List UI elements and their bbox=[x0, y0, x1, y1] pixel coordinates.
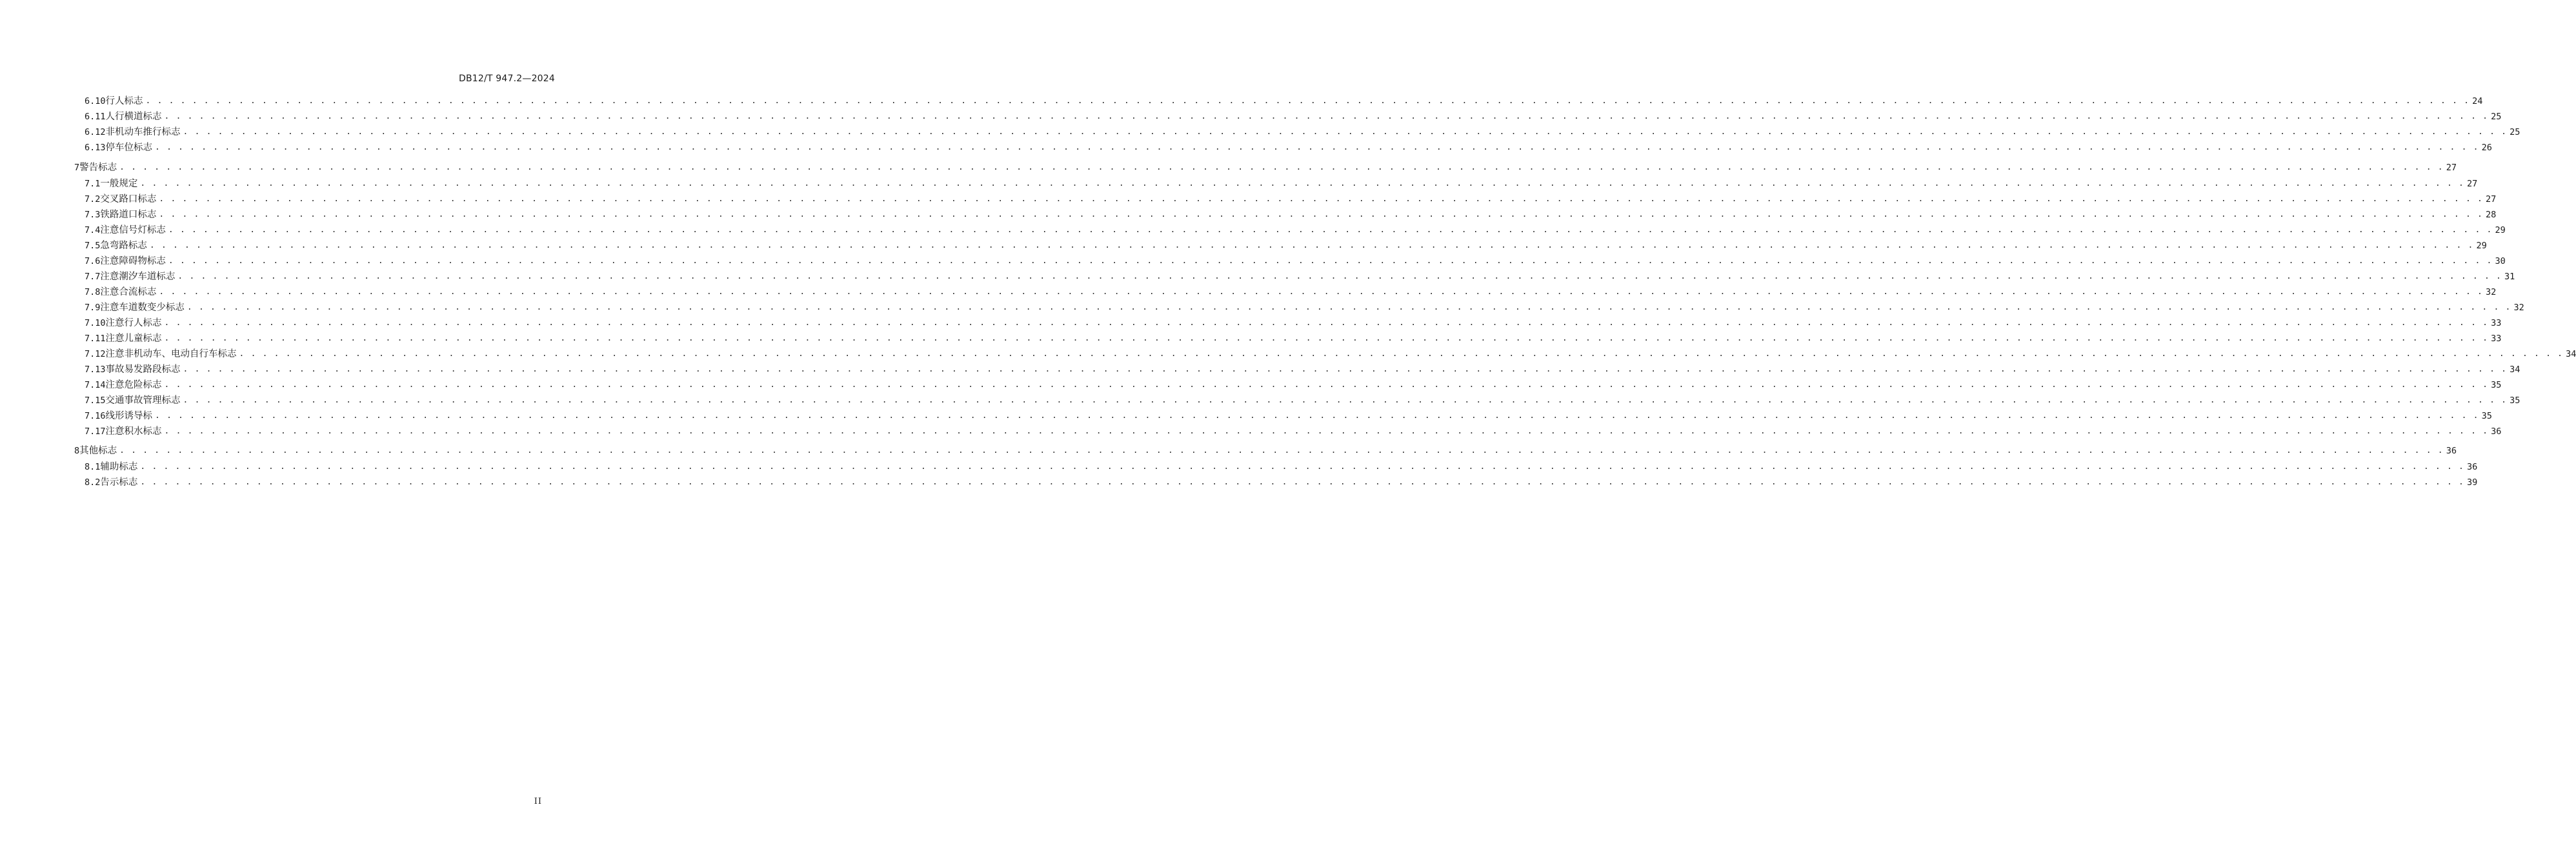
toc-dot-leader: . . . . . . . . . . . . . . . . . . . . . . . . . . . . . . . . . . . . . . . . . . . . . . . . . . . . . . . . . . . . . . . . . . . . . . . . . . . . . . . . . . . . . . . . . . . . . . . . . . . . . . . . . . . . . . . . . . . . . . . . . . . . . . . . . . . . . . . . . . . . . . . . . . . . . . . . . . . . . . . . . . . . . . . . . . . . . . . . . . . . . . . . . . . . . . . . . . . . . . . . bbox=[140, 179, 2465, 188]
toc-entry-number: 7.2 bbox=[85, 194, 101, 204]
toc-entry-page: 33 bbox=[2491, 318, 2502, 328]
toc-entry[interactable] bbox=[74, 444, 2457, 457]
toc-entry[interactable] bbox=[85, 461, 2478, 473]
toc-entry[interactable] bbox=[74, 161, 2457, 174]
toc-entry[interactable] bbox=[85, 301, 2524, 314]
toc-entry-number: 7.1 bbox=[85, 179, 101, 189]
toc-entry-page: 34 bbox=[2566, 349, 2576, 359]
toc-entry-page: 35 bbox=[2481, 411, 2492, 421]
toc-entry-number: 7.3 bbox=[85, 210, 101, 220]
toc-entry-title: 注意儿童标志 bbox=[105, 334, 162, 344]
toc-entry[interactable] bbox=[85, 270, 2515, 283]
toc-dot-leader: . . . . . . . . . . . . . . . . . . . . . . . . . . . . . . . . . . . . . . . . . . . . . . . . . . . . . . . . . . . . . . . . . . . . . . . . . . . . . . . . . . . . . . . . . . . . . . . . . . . . . . . . . . . . . . . . . . . . . . . . . . . . . . . . . . . . . . . . . . . . . . . . . . . . . . . . . . . . . . . . . . . . . . . . . . . . . . . . . . . . . . . . . . . . . . . . . . . . . . . . bbox=[164, 334, 2489, 343]
toc-entry-number: 7.7 bbox=[85, 272, 101, 282]
toc-entry-title: 事故易发路段标志 bbox=[105, 364, 181, 375]
toc-entry-title: 注意积水标志 bbox=[105, 426, 162, 437]
toc-entry-number: 8.2 bbox=[85, 477, 101, 488]
toc-entry-number: 7.11 bbox=[85, 334, 106, 344]
toc-entry[interactable] bbox=[85, 379, 2502, 392]
toc-entry[interactable] bbox=[85, 348, 2576, 361]
toc-dot-leader: . . . . . . . . . . . . . . . . . . . . . . . . . . . . . . . . . . . . . . . . . . . . . . . . . . . . . . . . . . . . . . . . . . . . . . . . . . . . . . . . . . . . . . . . . . . . . . . . . . . . . . . . . . . . . . . . . . . . . . . . . . . . . . . . . . . . . . . . . . . . . . . . . . . . . . . . . . . . . . . . . . . . . . . . . . . . . . . . . . . . . . . . . . . . . . . . . . . . . . . . bbox=[183, 127, 2508, 137]
toc-entry-page: 30 bbox=[2495, 256, 2506, 266]
toc-entry-number: 6.13 bbox=[85, 143, 106, 153]
toc-entry-page: 27 bbox=[2446, 163, 2457, 173]
toc-entry-number: 7.12 bbox=[85, 349, 106, 359]
toc-entry[interactable] bbox=[85, 239, 2487, 252]
toc-entry-page: 31 bbox=[2504, 272, 2515, 282]
toc-dot-leader: . . . . . . . . . . . . . . . . . . . . . . . . . . . . . . . . . . . . . . . . . . . . . . . . . . . . . . . . . . . . . . . . . . . . . . . . . . . . . . . . . . . . . . . . . . . . . . . . . . . . . . . . . . . . . . . . . . . . . . . . . . . . . . . . . . . . . . . . . . . . . . . . . . . . . . . . . . . . . . . . . . . . . . . . . . . . . . . . . . . . . . . . . . . . . . . . . . . . . . . . bbox=[239, 349, 2564, 359]
toc-dot-leader: . . . . . . . . . . . . . . . . . . . . . . . . . . . . . . . . . . . . . . . . . . . . . . . . . . . . . . . . . . . . . . . . . . . . . . . . . . . . . . . . . . . . . . . . . . . . . . . . . . . . . . . . . . . . . . . . . . . . . . . . . . . . . . . . . . . . . . . . . . . . . . . . . . . . . . . . . . . . . . . . . . . . . . . . . . . . . . . . . . . . . . . . . . . . . . . . . . . . . . . . bbox=[168, 256, 2493, 266]
toc-dot-leader: . . . . . . . . . . . . . . . . . . . . . . . . . . . . . . . . . . . . . . . . . . . . . . . . . . . . . . . . . . . . . . . . . . . . . . . . . . . . . . . . . . . . . . . . . . . . . . . . . . . . . . . . . . . . . . . . . . . . . . . . . . . . . . . . . . . . . . . . . . . . . . . . . . . . . . . . . . . . . . . . . . . . . . . . . . . . . . . . . . . . . . . . . . . . . . . . . . . . . . . . bbox=[164, 380, 2489, 390]
toc-dot-leader: . . . . . . . . . . . . . . . . . . . . . . . . . . . . . . . . . . . . . . . . . . . . . . . . . . . . . . . . . . . . . . . . . . . . . . . . . . . . . . . . . . . . . . . . . . . . . . . . . . . . . . . . . . . . . . . . . . . . . . . . . . . . . . . . . . . . . . . . . . . . . . . . . . . . . . . . . . . . . . . . . . . . . . . . . . . . . . . . . . . . . . . . . . . . . . . . . . . . . . . . bbox=[140, 462, 2465, 472]
toc-entry-number: 7.6 bbox=[85, 256, 101, 266]
toc-dot-leader: . . . . . . . . . . . . . . . . . . . . . . . . . . . . . . . . . . . . . . . . . . . . . . . . . . . . . . . . . . . . . . . . . . . . . . . . . . . . . . . . . . . . . . . . . . . . . . . . . . . . . . . . . . . . . . . . . . . . . . . . . . . . . . . . . . . . . . . . . . . . . . . . . . . . . . . . . . . . . . . . . . . . . . . . . . . . . . . . . . . . . . . . . . . . . . . . . . . . . . . . bbox=[149, 241, 2474, 250]
toc-entry-title: 注意非机动车、电动自行车标志 bbox=[105, 349, 237, 359]
toc-entry-number: 7.14 bbox=[85, 380, 106, 390]
toc-dot-leader: . . . . . . . . . . . . . . . . . . . . . . . . . . . . . . . . . . . . . . . . . . . . . . . . . . . . . . . . . . . . . . . . . . . . . . . . . . . . . . . . . . . . . . . . . . . . . . . . . . . . . . . . . . . . . . . . . . . . . . . . . . . . . . . . . . . . . . . . . . . . . . . . . . . . . . . . . . . . . . . . . . . . . . . . . . . . . . . . . . . . . . . . . . . . . . . . . . . . . . . . bbox=[186, 303, 2511, 312]
toc-entry-title: 注意合流标志 bbox=[100, 287, 157, 297]
toc-entry-number: 7.15 bbox=[85, 395, 106, 406]
toc-entry-title: 其他标志 bbox=[79, 446, 117, 456]
toc-entry-page: 35 bbox=[2510, 395, 2521, 406]
toc-entry[interactable] bbox=[85, 410, 2492, 423]
toc-dot-leader: . . . . . . . . . . . . . . . . . . . . . . . . . . . . . . . . . . . . . . . . . . . . . . . . . . . . . . . . . . . . . . . . . . . . . . . . . . . . . . . . . . . . . . . . . . . . . . . . . . . . . . . . . . . . . . . . . . . . . . . . . . . . . . . . . . . . . . . . . . . . . . . . . . . . . . . . . . . . . . . . . . . . . . . . . . . . . . . . . . . . . . . . . . . . . . . . . . . . . . . . bbox=[164, 426, 2489, 436]
toc-entry-page: 27 bbox=[2486, 194, 2497, 204]
toc-dot-leader: . . . . . . . . . . . . . . . . . . . . . . . . . . . . . . . . . . . . . . . . . . . . . . . . . . . . . . . . . . . . . . . . . . . . . . . . . . . . . . . . . . . . . . . . . . . . . . . . . . . . . . . . . . . . . . . . . . . . . . . . . . . . . . . . . . . . . . . . . . . . . . . . . . . . . . . . . . . . . . . . . . . . . . . . . . . . . . . . . . . . . . . . . . . . . . . . . . . . . . . . bbox=[159, 287, 2484, 297]
toc-dot-leader: . . . . . . . . . . . . . . . . . . . . . . . . . . . . . . . . . . . . . . . . . . . . . . . . . . . . . . . . . . . . . . . . . . . . . . . . . . . . . . . . . . . . . . . . . . . . . . . . . . . . . . . . . . . . . . . . . . . . . . . . . . . . . . . . . . . . . . . . . . . . . . . . . . . . . . . . . . . . . . . . . . . . . . . . . . . . . . . . . . . . . . . . . . . . . . . . . . . . . . . . bbox=[183, 364, 2508, 374]
toc-entry-number: 7.10 bbox=[85, 318, 106, 328]
toc-entry[interactable] bbox=[85, 177, 2478, 190]
toc-entry-title: 注意行人标志 bbox=[105, 318, 162, 328]
toc-entry[interactable] bbox=[85, 110, 2502, 123]
toc-entry-page: 36 bbox=[2446, 446, 2457, 456]
toc-entry-title: 停车位标志 bbox=[105, 143, 153, 153]
toc-dot-leader: . . . . . . . . . . . . . . . . . . . . . . . . . . . . . . . . . . . . . . . . . . . . . . . . . . . . . . . . . . . . . . . . . . . . . . . . . . . . . . . . . . . . . . . . . . . . . . . . . . . . . . . . . . . . . . . . . . . . . . . . . . . . . . . . . . . . . . . . . . . . . . . . . . . . . . . . . . . . . . . . . . . . . . . . . . . . . . . . . . . . . . . . . . . . . . . . . . . . . . . . bbox=[164, 318, 2489, 328]
toc-entry-page: 35 bbox=[2491, 380, 2502, 390]
toc-dot-leader: . . . . . . . . . . . . . . . . . . . . . . . . . . . . . . . . . . . . . . . . . . . . . . . . . . . . . . . . . . . . . . . . . . . . . . . . . . . . . . . . . . . . . . . . . . . . . . . . . . . . . . . . . . . . . . . . . . . . . . . . . . . . . . . . . . . . . . . . . . . . . . . . . . . . . . . . . . . . . . . . . . . . . . . . . . . . . . . . . . . . . . . . . . . . . . . . . . . . . . . . bbox=[140, 477, 2465, 487]
toc-entry[interactable] bbox=[85, 224, 2506, 237]
toc-entry[interactable] bbox=[85, 95, 2483, 108]
toc-entry[interactable] bbox=[85, 317, 2502, 330]
toc-entry-number: 6.12 bbox=[85, 127, 106, 137]
toc-entry-title: 注意车道数变少标志 bbox=[100, 303, 185, 313]
toc-entry-page: 26 bbox=[2481, 143, 2492, 153]
toc-dot-leader: . . . . . . . . . . . . . . . . . . . . . . . . . . . . . . . . . . . . . . . . . . . . . . . . . . . . . . . . . . . . . . . . . . . . . . . . . . . . . . . . . . . . . . . . . . . . . . . . . . . . . . . . . . . . . . . . . . . . . . . . . . . . . . . . . . . . . . . . . . . . . . . . . . . . . . . . . . . . . . . . . . . . . . . . . . . . . . . . . . . . . . . . . . . . . . . . . . . . . . . . bbox=[183, 395, 2508, 405]
toc-entry-title: 交叉路口标志 bbox=[100, 194, 157, 204]
toc-entry-title: 非机动车推行标志 bbox=[105, 127, 181, 137]
toc-entry-title: 交通事故管理标志 bbox=[105, 395, 181, 406]
toc-entry-number: 7.13 bbox=[85, 364, 106, 375]
toc-entry[interactable] bbox=[85, 141, 2492, 154]
toc-dot-leader: . . . . . . . . . . . . . . . . . . . . . . . . . . . . . . . . . . . . . . . . . . . . . . . . . . . . . . . . . . . . . . . . . . . . . . . . . . . . . . . . . . . . . . . . . . . . . . . . . . . . . . . . . . . . . . . . . . . . . . . . . . . . . . . . . . . . . . . . . . . . . . . . . . . . . . . . . . . . . . . . . . . . . . . . . . . . . . . . . . . . . . . . . . . . . . . . . . . . . . . . bbox=[177, 272, 2502, 281]
toc-entry-title: 注意信号灯标志 bbox=[100, 225, 166, 235]
toc-entry-page: 29 bbox=[2476, 241, 2487, 251]
toc-entry-number: 7.8 bbox=[85, 287, 101, 297]
toc-entry-number: 7.4 bbox=[85, 225, 101, 235]
toc-entry-title: 告示标志 bbox=[100, 477, 138, 488]
page-number: II bbox=[534, 797, 542, 806]
toc-entry-title: 一般规定 bbox=[100, 179, 138, 189]
toc-entry-title: 行人标志 bbox=[105, 96, 143, 106]
toc-dot-leader: . . . . . . . . . . . . . . . . . . . . . . . . . . . . . . . . . . . . . . . . . . . . . . . . . . . . . . . . . . . . . . . . . . . . . . . . . . . . . . . . . . . . . . . . . . . . . . . . . . . . . . . . . . . . . . . . . . . . . . . . . . . . . . . . . . . . . . . . . . . . . . . . . . . . . . . . . . . . . . . . . . . . . . . . . . . . . . . . . . . . . . . . . . . . . . . . . . . . . . . . bbox=[164, 112, 2489, 121]
toc-entry[interactable] bbox=[85, 425, 2502, 438]
toc-entry-page: 27 bbox=[2467, 179, 2478, 189]
toc-entry-number: 6.10 bbox=[85, 96, 106, 106]
toc-entry-title: 辅助标志 bbox=[100, 462, 138, 472]
toc-entry-number: 8 bbox=[74, 446, 80, 456]
toc-entry-title: 急弯路标志 bbox=[100, 241, 147, 251]
toc-entry-page: 33 bbox=[2491, 334, 2502, 344]
toc-entry[interactable] bbox=[85, 255, 2506, 268]
toc-entry-number: 7 bbox=[74, 163, 80, 173]
toc-entry[interactable] bbox=[85, 332, 2502, 345]
document-code: DB12/T 947.2—2024 bbox=[458, 74, 555, 84]
toc-entry-page: 25 bbox=[2510, 127, 2521, 137]
toc-dot-leader: . . . . . . . . . . . . . . . . . . . . . . . . . . . . . . . . . . . . . . . . . . . . . . . . . . . . . . . . . . . . . . . . . . . . . . . . . . . . . . . . . . . . . . . . . . . . . . . . . . . . . . . . . . . . . . . . . . . . . . . . . . . . . . . . . . . . . . . . . . . . . . . . . . . . . . . . . . . . . . . . . . . . . . . . . . . . . . . . . . . . . . . . . . . . . . . . . . . . . . . . bbox=[168, 225, 2493, 235]
toc-entry-page: 36 bbox=[2467, 462, 2478, 472]
toc-entry-title: 注意危险标志 bbox=[105, 380, 162, 390]
toc-dot-leader: . . . . . . . . . . . . . . . . . . . . . . . . . . . . . . . . . . . . . . . . . . . . . . . . . . . . . . . . . . . . . . . . . . . . . . . . . . . . . . . . . . . . . . . . . . . . . . . . . . . . . . . . . . . . . . . . . . . . . . . . . . . . . . . . . . . . . . . . . . . . . . . . . . . . . . . . . . . . . . . . . . . . . . . . . . . . . . . . . . . . . . . . . . . . . . . . . . . . . . . . bbox=[155, 143, 2479, 152]
toc-entry[interactable] bbox=[85, 126, 2521, 139]
toc-entry-number: 8.1 bbox=[85, 462, 101, 472]
toc-entry[interactable] bbox=[85, 363, 2521, 376]
toc-entry-page: 24 bbox=[2472, 96, 2483, 106]
toc-entry[interactable] bbox=[85, 208, 2497, 221]
toc-dot-leader: . . . . . . . . . . . . . . . . . . . . . . . . . . . . . . . . . . . . . . . . . . . . . . . . . . . . . . . . . . . . . . . . . . . . . . . . . . . . . . . . . . . . . . . . . . . . . . . . . . . . . . . . . . . . . . . . . . . . . . . . . . . . . . . . . . . . . . . . . . . . . . . . . . . . . . . . . . . . . . . . . . . . . . . . . . . . . . . . . . . . . . . . . . . . . . . . . . . . . . . . bbox=[155, 411, 2479, 421]
toc-entry[interactable] bbox=[85, 286, 2497, 299]
toc-entry-title: 注意障碍物标志 bbox=[100, 256, 166, 266]
toc-entry-title: 铁路道口标志 bbox=[100, 210, 157, 220]
toc-entry-page: 29 bbox=[2495, 225, 2506, 235]
toc-entry-page: 25 bbox=[2491, 112, 2502, 122]
toc-entry-page: 28 bbox=[2486, 210, 2497, 220]
toc-entry[interactable] bbox=[85, 476, 2478, 489]
toc-entry-number: 6.11 bbox=[85, 112, 106, 122]
toc-entry-page: 39 bbox=[2467, 477, 2478, 488]
toc-entry-number: 7.5 bbox=[85, 241, 101, 251]
toc-entry-title: 注意潮汐车道标志 bbox=[100, 272, 176, 282]
toc-entry-page: 34 bbox=[2510, 364, 2521, 375]
toc-dot-leader: . . . . . . . . . . . . . . . . . . . . . . . . . . . . . . . . . . . . . . . . . . . . . . . . . . . . . . . . . . . . . . . . . . . . . . . . . . . . . . . . . . . . . . . . . . . . . . . . . . . . . . . . . . . . . . . . . . . . . . . . . . . . . . . . . . . . . . . . . . . . . . . . . . . . . . . . . . . . . . . . . . . . . . . . . . . . . . . . . . . . . . . . . . . . . . . . . . . . . . . . bbox=[119, 163, 2444, 172]
toc-entry-number: 7.17 bbox=[85, 426, 106, 437]
toc-entry[interactable] bbox=[85, 394, 2521, 407]
toc-dot-leader: . . . . . . . . . . . . . . . . . . . . . . . . . . . . . . . . . . . . . . . . . . . . . . . . . . . . . . . . . . . . . . . . . . . . . . . . . . . . . . . . . . . . . . . . . . . . . . . . . . . . . . . . . . . . . . . . . . . . . . . . . . . . . . . . . . . . . . . . . . . . . . . . . . . . . . . . . . . . . . . . . . . . . . . . . . . . . . . . . . . . . . . . . . . . . . . . . . . . . . . . bbox=[159, 210, 2484, 219]
toc-dot-leader: . . . . . . . . . . . . . . . . . . . . . . . . . . . . . . . . . . . . . . . . . . . . . . . . . . . . . . . . . . . . . . . . . . . . . . . . . . . . . . . . . . . . . . . . . . . . . . . . . . . . . . . . . . . . . . . . . . . . . . . . . . . . . . . . . . . . . . . . . . . . . . . . . . . . . . . . . . . . . . . . . . . . . . . . . . . . . . . . . . . . . . . . . . . . . . . . . . . . . . . . bbox=[119, 446, 2444, 455]
toc-dot-leader: . . . . . . . . . . . . . . . . . . . . . . . . . . . . . . . . . . . . . . . . . . . . . . . . . . . . . . . . . . . . . . . . . . . . . . . . . . . . . . . . . . . . . . . . . . . . . . . . . . . . . . . . . . . . . . . . . . . . . . . . . . . . . . . . . . . . . . . . . . . . . . . . . . . . . . . . . . . . . . . . . . . . . . . . . . . . . . . . . . . . . . . . . . . . . . . . . . . . . . . . bbox=[145, 96, 2470, 106]
toc-entry-page: 32 bbox=[2513, 303, 2524, 313]
toc-entry-number: 7.9 bbox=[85, 303, 101, 313]
toc-entry-title: 人行横道标志 bbox=[105, 112, 162, 122]
toc-entry-number: 7.16 bbox=[85, 411, 106, 421]
toc-entry-page: 36 bbox=[2491, 426, 2502, 437]
toc-entry[interactable] bbox=[85, 193, 2497, 206]
toc-entry-title: 警告标志 bbox=[79, 163, 117, 173]
toc-entry-title: 线形诱导标 bbox=[105, 411, 153, 421]
toc-entry-page: 32 bbox=[2486, 287, 2497, 297]
toc-dot-leader: . . . . . . . . . . . . . . . . . . . . . . . . . . . . . . . . . . . . . . . . . . . . . . . . . . . . . . . . . . . . . . . . . . . . . . . . . . . . . . . . . . . . . . . . . . . . . . . . . . . . . . . . . . . . . . . . . . . . . . . . . . . . . . . . . . . . . . . . . . . . . . . . . . . . . . . . . . . . . . . . . . . . . . . . . . . . . . . . . . . . . . . . . . . . . . . . . . . . . . . . bbox=[159, 194, 2484, 204]
